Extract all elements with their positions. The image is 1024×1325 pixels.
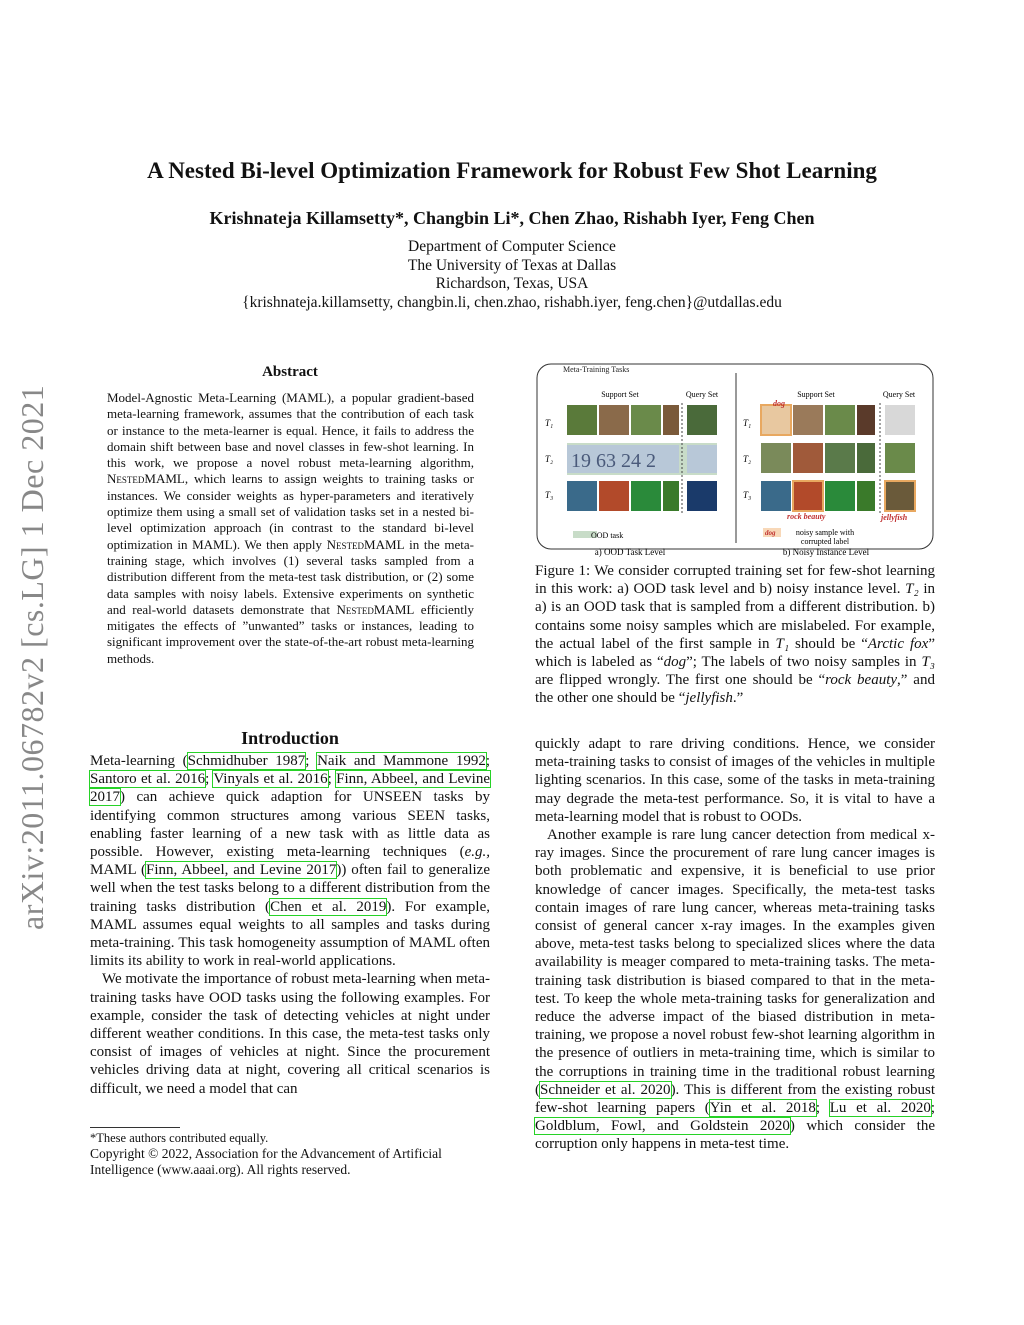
citation-link[interactable]: Naik and Mammone 1992 [317, 753, 486, 769]
emphasis-text: jellyfish [685, 690, 733, 707]
citation-link[interactable]: Schmidhuber 1987 [187, 753, 306, 769]
affiliation-emails: {krishnateja.killamsetty, changbin.li, chen.zhao, rishabh.iyer, feng.chen}@utdallas.edu [242, 293, 782, 311]
noisy-label-tag: jellyfish [881, 513, 908, 522]
footnote-rule [90, 1127, 180, 1128]
citation-link[interactable]: Chen et al. 2019 [270, 898, 387, 915]
task-label: T₂ [743, 454, 752, 464]
ood-legend-text: OOD task [591, 531, 624, 540]
copyright-notice: Copyright © 2022, Association for the Advancement of Artificial Intelligence (www.aaai.org). All rights reserved. [90, 1146, 442, 1177]
body-text: ). This is different from the existing robust few-shot learning papers ( [535, 1081, 935, 1117]
right-column-body [535, 735, 935, 1154]
figure-caption [535, 562, 935, 708]
body-text: ; [485, 753, 490, 769]
sample-image [793, 405, 823, 435]
caption-text: ” which is labeled as “ [535, 635, 935, 671]
citation-link[interactable]: Yin et al. 2018 [709, 1100, 816, 1117]
emphasis-text: rock beauty [825, 672, 898, 689]
abstract-text: Model-Agnostic Meta-Learning (MAML), a popular gradient-based meta-learning framework, assumes that the contribution of each task or instance to the meta-learner is equal. Hence, it fails to address the domain shift between base and novel classes in few-shot learning. In this work, we propose a novel robust meta-learning algorithm, [107, 390, 474, 471]
math-symbol: T₃ [921, 654, 935, 671]
right-paragraph-2 [535, 826, 935, 1154]
math-symbol: T₂ [905, 581, 919, 598]
sample-image [857, 405, 875, 435]
digit-samples: 19 63 24 2 [571, 450, 656, 472]
sample-image [761, 443, 791, 473]
caption-text: Figure 1: We consider corrupted training set for few-shot learning in this work: a) OOD task level and b) noisy instance level. [535, 563, 935, 598]
query-image [885, 405, 915, 435]
sample-image [761, 481, 791, 511]
abstract-body [107, 390, 474, 667]
query-image [687, 405, 717, 435]
query-image [687, 445, 717, 473]
noisy-sample-image [761, 405, 791, 435]
affiliation-dept: Department of Computer Science [408, 238, 616, 255]
noisy-legend-text: noisy sample with [795, 528, 855, 537]
method-name: NestedMAML [107, 471, 185, 487]
footnote: *These authors contributed equally. [90, 1131, 269, 1145]
task-label: T₃ [743, 490, 752, 500]
body-text: ; [327, 771, 337, 788]
emphasis-text: e.g., [464, 844, 490, 861]
sample-image [567, 405, 597, 435]
query-set-label: Query Set [685, 390, 719, 399]
sample-image [631, 405, 661, 435]
citation-link[interactable]: Finn, Abbeel, and Levine 2017 [146, 862, 337, 879]
task-label: T₂ [545, 454, 554, 464]
support-set-label: Support Set [601, 390, 639, 399]
body-text: ; [930, 1100, 935, 1117]
caption-text: .” [732, 690, 744, 707]
noisy-sample-image [885, 481, 915, 511]
intro-paragraph-2: We motivate the importance of robust meta-learning when meta-training tasks have OOD tasks using the following examples. For example, consider the task of detecting vehicles at night under different weather conditions. In this case, the meta-test tasks only consist of images of vehicles at night. Since the procurement vehicles driving data at night, covering all critical scenarios is difficult, we need a model that can [90, 971, 490, 1097]
sample-image [857, 443, 875, 473]
citation-link[interactable]: Goldblum, Fowl, and Goldstein 2020 [535, 1118, 790, 1135]
sample-image [599, 405, 629, 435]
caption-text: in a) is an OOD task that is sampled from a different distribution. b) contains some noisy samples which are mislabeled. For example, the actual label of the first sample in [535, 581, 935, 652]
citation-link[interactable]: Santoro et al. 2016 [90, 771, 206, 788]
introduction-body [90, 752, 490, 1098]
sample-image [663, 481, 679, 511]
emphasis-text: Arctic fox [867, 635, 929, 652]
task-label: T₁ [743, 418, 752, 428]
sample-image [599, 481, 629, 511]
sample-image [825, 405, 855, 435]
noisy-label-tag: rock beauty [787, 512, 826, 521]
sample-image [857, 481, 875, 511]
noisy-label-tag: dog [773, 399, 785, 408]
support-set-label: Support Set [797, 390, 835, 399]
citation-link[interactable]: Schneider et al. 2020 [540, 1081, 671, 1098]
noisy-legend-tag: dog [765, 529, 776, 537]
body-text: ; [205, 771, 214, 788]
body-text: ; [305, 753, 318, 769]
body-text: ; [815, 1100, 830, 1117]
body-text: Another example is rare lung cancer detection from medical x-ray images. Since the procurement of rare lung cancer images is both problematic and expensive, it is beneficial to use prior knowledge of cancer images. Specifically, the meta-test tasks contain images of rare lung cancer, whereas meta-training tasks consist of general cancer x-ray images. In the examples given above, meta-test tasks belong to specialized slices where the data availability is meager compared to meta-training tasks. The meta-training task distribution is biased compared to that in the meta-test. To keep the whole meta-training tasks for generalization and reduce the adverse impact of the biased distribution in meta-training, we propose a novel robust few-shot learning algorithm in the presence of outliers in meta-training time, which is similar to the corruptions in training time in the traditional robust learning ( [535, 827, 935, 1098]
body-text: ) can achieve quick adaption for UNSEEN tasks by identifying common structures among various SEEN tasks, enabling faster learning of a new task with as little data as possible. However, existing meta-learning techniques ( [90, 789, 490, 861]
task-label: T₃ [545, 490, 554, 500]
introduction-heading: Introduction [241, 728, 339, 748]
sample-image [567, 481, 597, 511]
citation-link[interactable]: Lu et al. 2020 [829, 1100, 931, 1117]
sample-image [793, 443, 823, 473]
method-name: NestedMAML [336, 601, 415, 617]
method-name: NestedMAML [326, 536, 405, 552]
paper-title: A Nested Bi-level Optimization Framework for Robust Few Shot Learning [147, 158, 877, 183]
subfigure-b-label: b) Noisy Instance Level [782, 547, 870, 557]
sample-image [825, 481, 855, 511]
caption-text: ,” and the other one should be “ [535, 672, 935, 707]
arxiv-stamp: arXiv:2011.06782v2 [cs.LG] 1 Dec 2021 [14, 384, 50, 930]
body-text: )) often fail to generalize well when the test tasks belong to a different distribution from the training tasks distribution ( [90, 862, 490, 915]
caption-text: are flipped wrongly. The first one should be “ [535, 672, 826, 689]
sample-image [825, 443, 855, 473]
affiliation-block [0, 238, 1024, 312]
query-image [885, 443, 915, 473]
intro-paragraph-1 [90, 752, 490, 970]
emphasis-text: dog [663, 654, 687, 671]
body-text: ) which consider the corruption only happens in meta-test time. [535, 1118, 935, 1153]
body-text: MAML ( [90, 862, 146, 879]
right-paragraph-1: quickly adapt to rare driving conditions. Hence, we consider meta-training tasks to consist of images of the vehicles in multiple lighting scenarios. In this case, some of the tasks in meta-training may degrade the meta-test performance. So, it is vital to have a meta-learning model that is robust to OODs. [535, 736, 935, 825]
citation-link[interactable]: Finn, Abbeel, and Levine 2017 [90, 771, 490, 806]
noisy-legend-text: corrupted label [800, 537, 850, 546]
abstract-text: , which learns to assign weights to training tasks or instances. We consider weights as hyper-parameters and iteratively optimize them using a small set of validation tasks set in a nested bi-level optimization approach (in contrast to the standard bi-level optimization in MAML). We then apply [107, 471, 474, 552]
author-list: Krishnateja Killamsetty*, Changbin Li*, Chen Zhao, Rishabh Iyer, Feng Chen [209, 208, 815, 228]
affiliation-university: The University of Texas at Dallas [407, 256, 617, 274]
query-set-label: Query Set [882, 390, 916, 399]
query-image [687, 481, 717, 511]
citation-link[interactable]: Vinyals et al. 2016 [213, 771, 328, 788]
sample-image [631, 481, 661, 511]
abstract-text: efficiently mitigates the effects of ”unwanted” tasks or instances, leading to significant improvement over the state-of-the-art robust meta-learning methods. [107, 601, 474, 666]
body-text: ). For example, MAML assumes equal weights to all samples and tasks during meta-training. This task homogeneity assumption of MAML often limits its ability to work in real-world applications. [90, 898, 490, 970]
subfigure-a-label: a) OOD Task Level [594, 547, 666, 557]
sample-image [663, 405, 679, 435]
caption-text: should be “ [789, 635, 868, 652]
noisy-sample-image [793, 481, 823, 511]
math-symbol: T₁ [775, 635, 790, 652]
affiliation-location: Richardson, Texas, USA [435, 275, 589, 292]
abstract-heading: Abstract [262, 364, 318, 380]
caption-text: ”; The labels of two noisy samples in [686, 654, 922, 671]
task-label: T₁ [545, 418, 554, 428]
abstract-text: in the meta-training stage, which involves (1) several tasks sampled from a distribution different from the meta-test task distribution, or (2) some data samples with noisy labels. Extensive experiments on synthetic and real-world datasets demonstrate that [107, 536, 474, 617]
meta-training-label: Meta-Training Tasks [563, 365, 630, 374]
figure-1 [535, 363, 935, 563]
body-text: Meta-learning ( [90, 753, 188, 769]
